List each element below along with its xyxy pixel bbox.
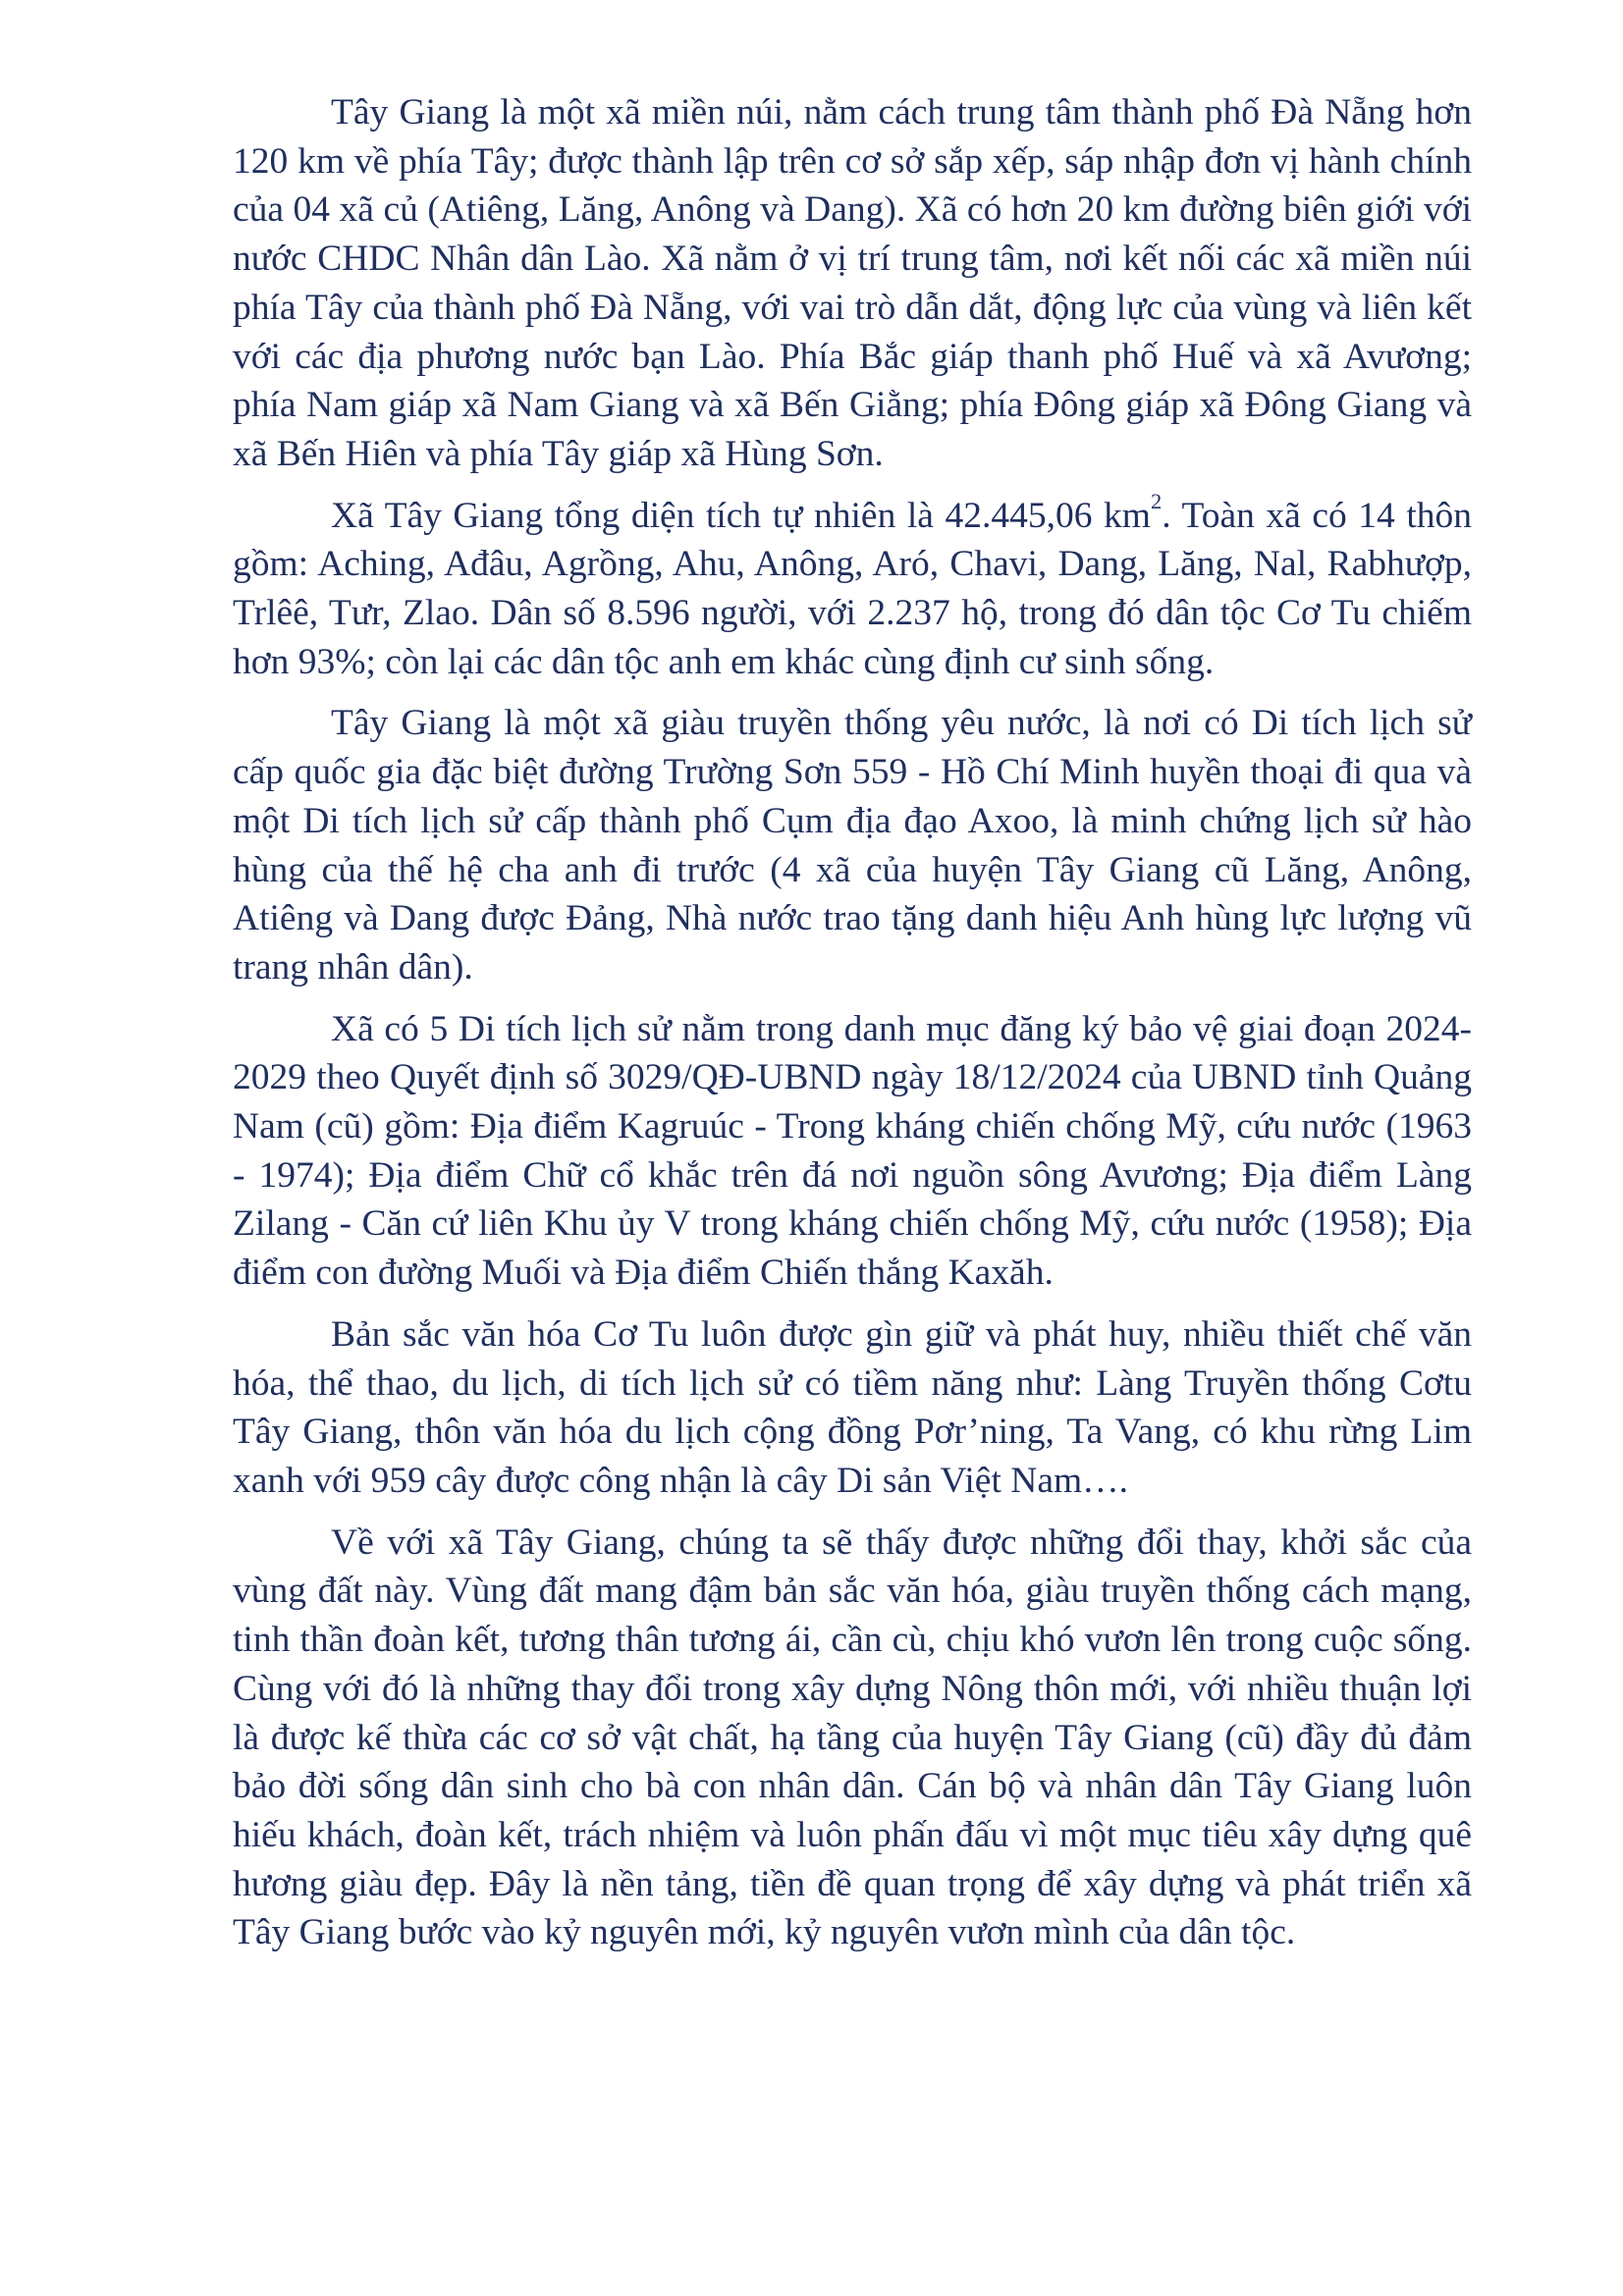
population-text: Toàn xã có 14 thôn gồm: Aching, Ađâu, Agrồng, Ahu, Anông, Aró, Chavi, Dang, Lăng, Nal, Rabhượp, Trlêê, Tưr, Zlao. Dân số 8.596 người, với 2.237 hộ, trong đó dân tộc Cơ Tu chiếm hơn 93%; còn lại các dân tộc anh em khác cùng định cư sinh sống. [233, 495, 1473, 682]
document-page [233, 88, 1472, 1970]
paragraph-history: Tây Giang là một xã giàu truyền thống yêu nước, là nơi có Di tích lịch sử cấp quốc gia đặc biệt đường Trường Sơn 559 - Hồ Chí Minh huyền thoại đi qua và một Di tích lịch sử cấp thành phố Cụm địa đạo Axoo, là minh chứng lịch sử hào hùng của thế hệ cha anh đi trước (4 xã của huyện Tây Giang cũ Lăng, Anông, Atiêng và Dang được Đảng, Nhà nước trao tặng danh hiệu Anh hùng lực lượng vũ trang nhân dân). [233, 703, 1472, 988]
paragraph-culture: Bản sắc văn hóa Cơ Tu luôn được gìn giữ và phát huy, nhiều thiết chế văn hóa, thể thao, du lịch, di tích lịch sử có tiềm năng như: Làng Truyền thống Cơtu Tây Giang, thôn văn hóa du lịch cộng đồng Pơr’ning, Ta Vang, có khu rừng Lim xanh với 959 cây được công nhận là cây Di sản Việt Nam…. [233, 1313, 1472, 1501]
area-unit-superscript: 2 [1150, 488, 1163, 513]
paragraph-relics: Xã có 5 Di tích lịch sử nằm trong danh mục đăng ký bảo vệ giai đoạn 2024-2029 theo Quyết định số 3029/QĐ-UBND ngày 18/12/2024 của UBND tỉnh Quảng Nam (cũ) gồm: Địa điểm Kagruúc - Trong kháng chiến chống Mỹ, cứu nước (1963 - 1974); Địa điểm Chữ cổ khắc trên đá nơi nguồn sông Avương; Địa điểm Làng Zilang - Căn cứ liên Khu ủy V trong kháng chiến chống Mỹ, cứu nước (1958); Địa điểm con đường Muối và Địa điểm Chiến thắng Kaxăh. [233, 1008, 1472, 1294]
area-sentence: Xã Tây Giang tổng diện tích tự nhiên là 42.445,06 km [331, 495, 1151, 536]
paragraph-development: Về với xã Tây Giang, chúng ta sẽ thấy được những đổi thay, khởi sắc của vùng đất này. Vùng đất mang đậm bản sắc văn hóa, giàu truyền thống cách mạng, tinh thần đoàn kết, tương thân tương ái, cần cù, chịu khó vươn lên trong cuộc sống. Cùng với đó là những thay đổi trong xây dựng Nông thôn mới, với nhiều thuận lợi là được kế thừa các cơ sở vật chất, hạ tầng của huyện Tây Giang (cũ) đầy đủ đảm bảo đời sống dân sinh cho bà con nhân dân. Cán bộ và nhân dân Tây Giang luôn hiếu khách, đoàn kết, trách nhiệm và luôn phấn đấu vì một mục tiêu xây dựng quê hương giàu đẹp. Đây là nền tảng, tiền đề quan trọng để xây dựng và phát triển xã Tây Giang bước vào kỷ nguyên mới, kỷ nguyên vươn mình của dân tộc. [233, 1522, 1472, 1953]
area-sentence-end: . [1162, 495, 1182, 536]
paragraph-location: Tây Giang là một xã miền núi, nằm cách trung tâm thành phố Đà Nẵng hơn 120 km về phía Tây; được thành lập trên cơ sở sắp xếp, sáp nhập đơn vị hành chính của 04 xã củ (Atiêng, Lăng, Anông và Dang). Xã có hơn 20 km đường biên giới với nước CHDC Nhân dân Lào. Xã nằm ở vị trí trung tâm, nơi kết nối các xã miền núi phía Tây của thành phố Đà Nẵng, với vai trò dẫn dắt, động lực của vùng và liên kết với các địa phương nước bạn Lào. Phía Bắc giáp thanh phố Huế và xã Avương; phía Nam giáp xã Nam Giang và xã Bến Giằng; phía Đông giáp xã Đông Giang và xã Bến Hiên và phía Tây giáp xã Hùng Sơn. [233, 92, 1472, 474]
paragraph-area-population [233, 488, 1473, 687]
